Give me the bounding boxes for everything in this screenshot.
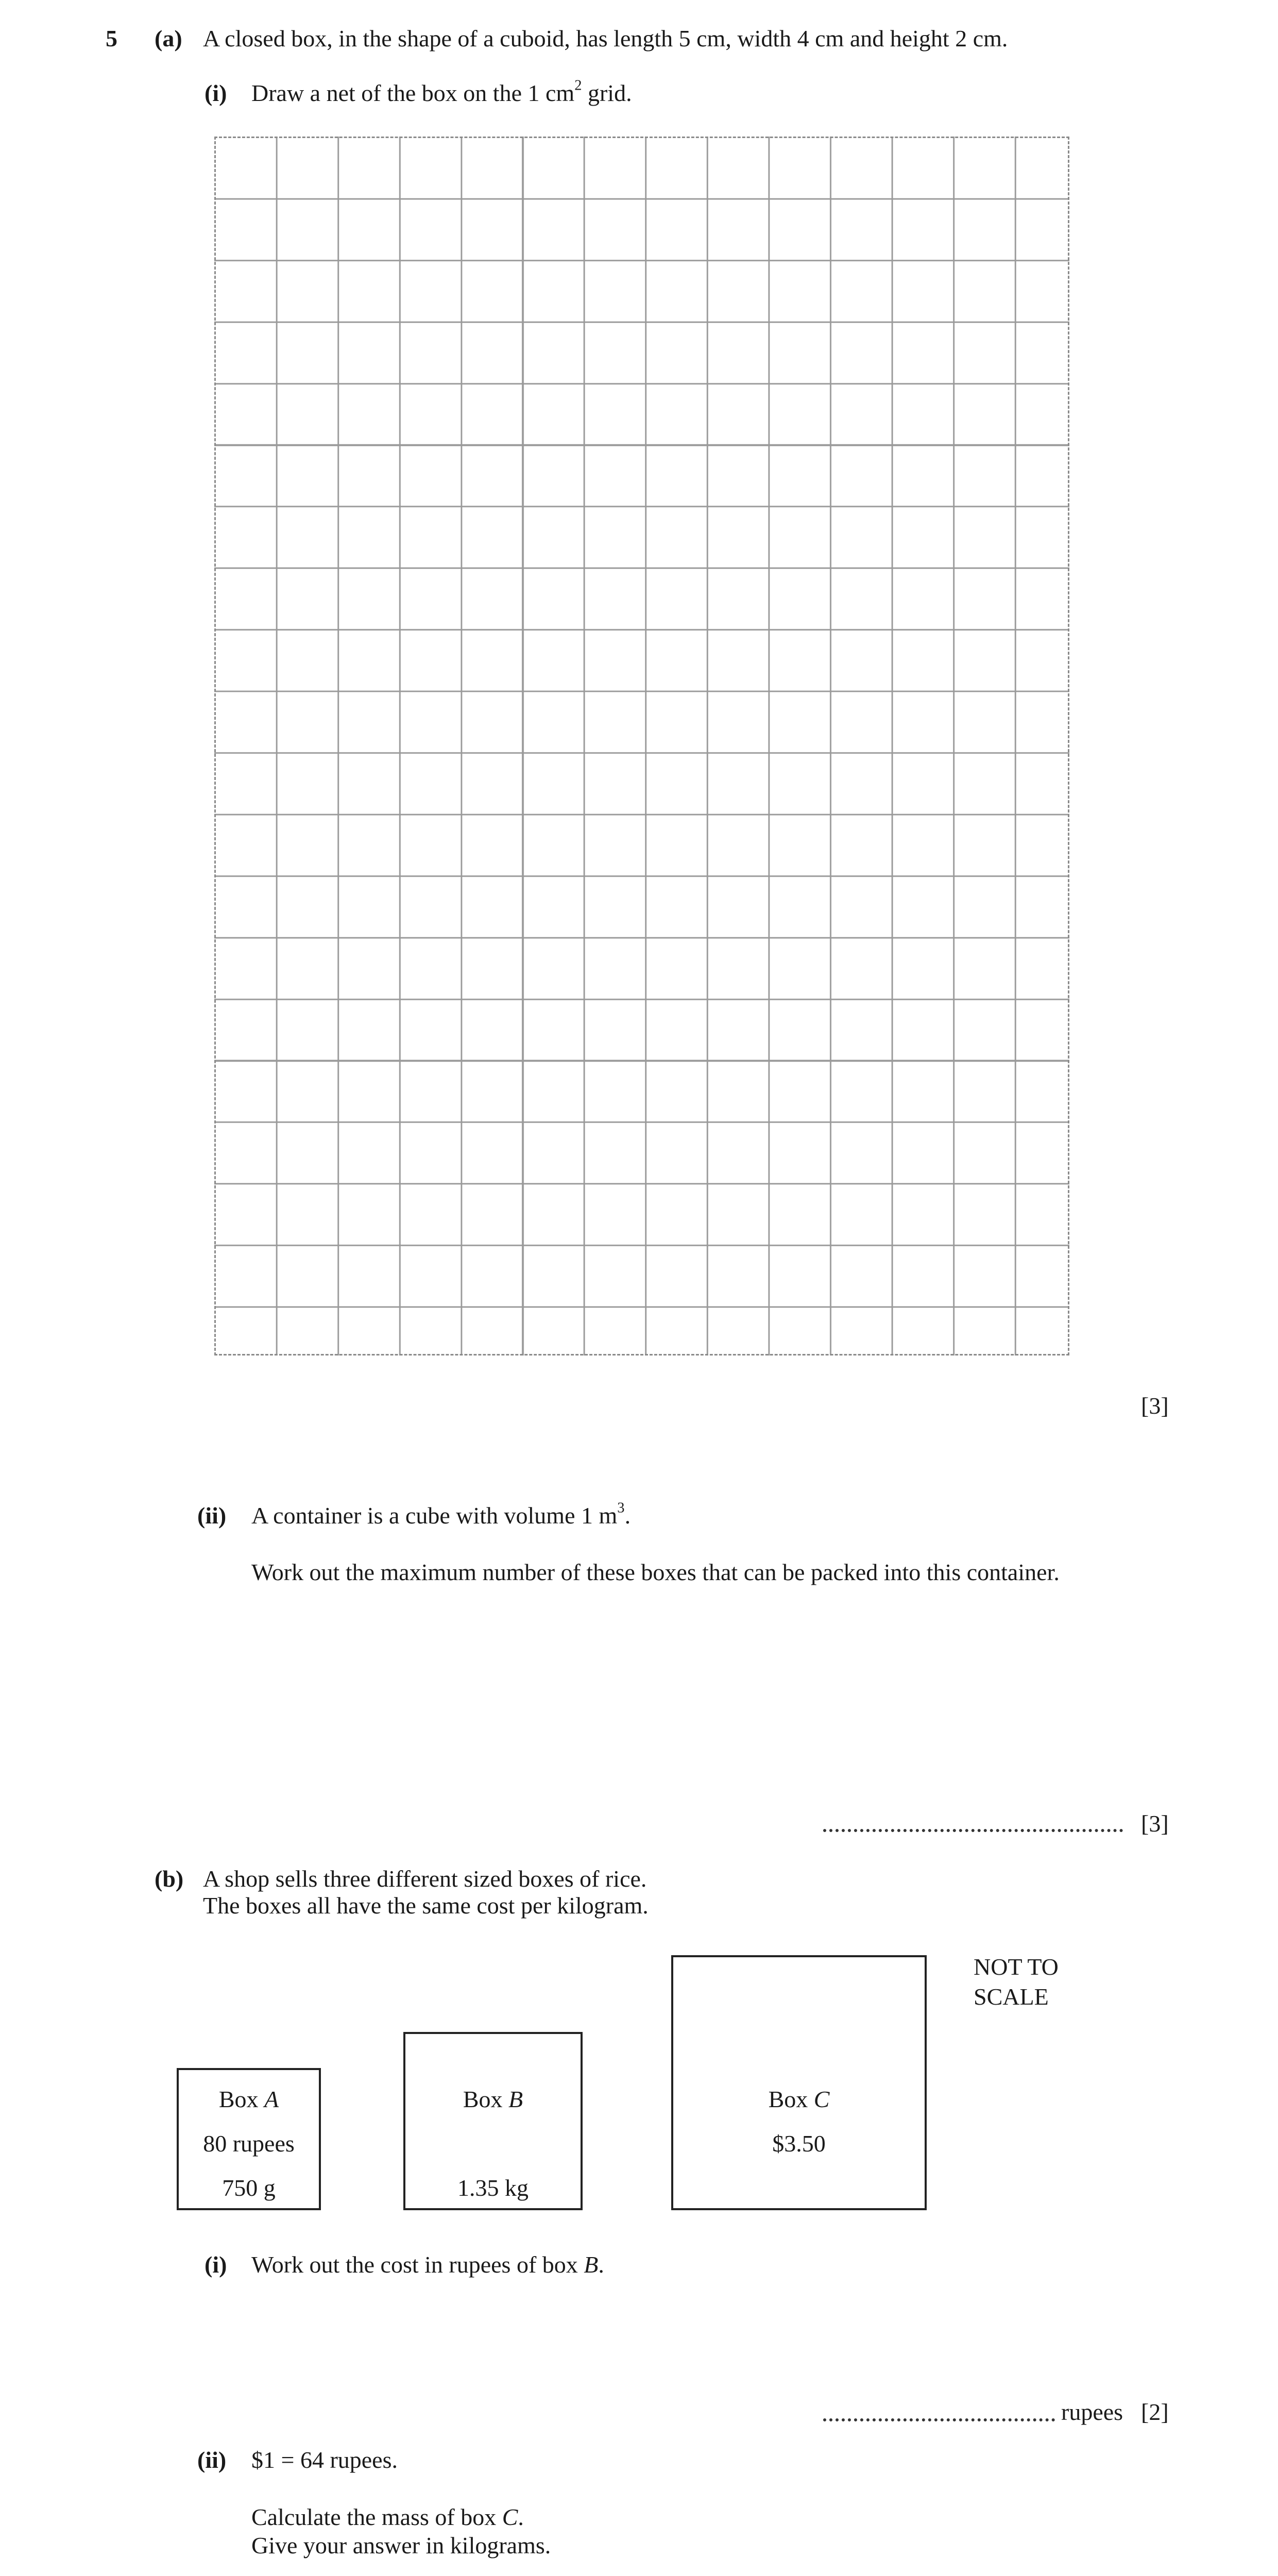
part-b-line1: A shop sells three different sized boxes of rice. [203,1866,647,1892]
part-b-ii-line2: Calculate the mass of box C. [251,2504,524,2530]
part-b-ii-rate: $1 = 64 rupees. [251,2447,398,2473]
box-c [671,1955,927,2210]
part-a-label: (a) [155,25,182,52]
part-a-i-label: (i) [205,80,227,106]
part-a-ii-marks: [3] [1141,1810,1169,1837]
box-a-mass: 750 g [222,2175,276,2201]
part-b-i-marks: [2] [1141,2399,1169,2425]
part-a-ii-text: A container is a cube with volume 1 $m^3$. [251,1500,631,1529]
answer-grid[interactable] [214,137,1069,1355]
part-b-ii-line3: Give your answer in kilograms. [251,2532,551,2558]
box-b [403,2032,583,2210]
part-b-label: (b) [155,1866,184,1892]
box-a-price: 80 rupees [203,2130,295,2157]
answer-line-b-i[interactable] [823,2418,1055,2421]
box-a-title: Box A [218,2086,279,2112]
part-b-ii-label: (ii) [197,2447,227,2473]
box-c-price: $3.50 [772,2130,826,2157]
part-b-i-label: (i) [205,2251,227,2278]
part-a-text: A closed box, in the shape of a cuboid, has length 5 cm, width 4 cm and height 2 cm. [203,25,1008,52]
part-a-i-text: Draw a net of the box on the 1 $cm^2$ grid. [251,77,632,106]
not-to-scale-line2: SCALE [974,1984,1049,2010]
part-b-line2: The boxes all have the same cost per kilogram. [203,1892,649,1919]
not-to-scale-line1: NOT TO [974,1954,1059,1980]
part-b-i-unit: rupees [1061,2399,1123,2425]
box-b-title: Box B [463,2086,523,2112]
answer-line-a-ii[interactable] [823,1829,1123,1832]
box-a [177,2068,321,2210]
part-a-ii-label: (ii) [197,1502,227,1529]
box-b-mass: 1.35 kg [457,2175,529,2201]
part-b-i-text: Work out the cost in rupees of box B. [251,2251,604,2278]
box-c-title: Box C [768,2086,830,2112]
part-a-i-marks: [3] [1141,1393,1169,1419]
question-number: 5 [106,25,117,52]
part-a-ii-instruction: Work out the maximum number of these boxes that can be packed into this container. [251,1559,1060,1585]
